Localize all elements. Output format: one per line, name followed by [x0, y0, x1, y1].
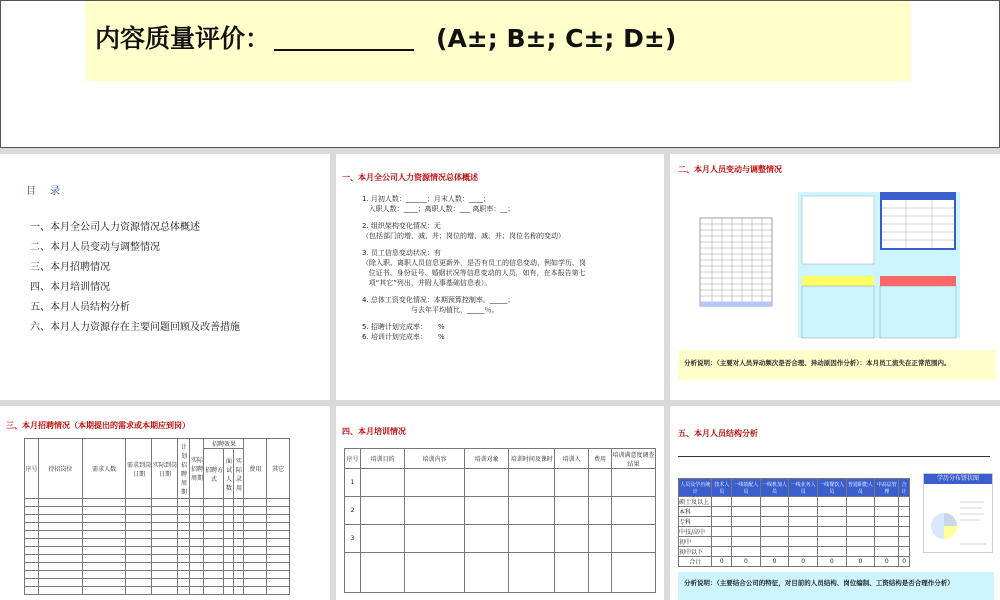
table-row	[679, 497, 910, 507]
recruit-col-header: 实际到岗日期	[152, 439, 178, 499]
changes-title: 二、本月人员变动与调整情况	[678, 165, 782, 174]
structure-col-header: 一线业务人员	[789, 479, 818, 497]
overview-line: （包括部门的增、减、并；岗位的增、减、并；岗位名称的变动）	[362, 232, 565, 240]
table-row	[25, 499, 290, 507]
recruit-col-header: 面试人数	[224, 449, 234, 499]
toc-item: 六、本月人力资源存在主要问题回顾及改善措施	[30, 322, 240, 333]
structure-row-label: 本科	[679, 507, 712, 517]
toc-slide	[0, 154, 330, 400]
structure-table	[678, 478, 910, 567]
table-row	[25, 531, 290, 539]
structure-col-header: 人员及学历统计	[679, 479, 712, 497]
structure-col-header: 普通职能人员	[846, 479, 875, 497]
overview-line	[362, 315, 652, 322]
overview-line	[362, 288, 652, 295]
recruit-col-header: 其它	[267, 439, 290, 499]
recruit-group-header: 招聘效果	[204, 439, 244, 449]
table-row	[25, 523, 290, 531]
toc-item: 三、本月招聘情况	[30, 262, 110, 273]
structure-col-header: 一线机加人员	[760, 479, 789, 497]
table-row	[25, 571, 290, 579]
pie-leader-lines	[960, 502, 986, 544]
mini-yellow-header	[802, 276, 874, 286]
overview-line: 2. 组织架构变化情况：无	[362, 222, 441, 230]
structure-total-value: 0	[732, 557, 761, 567]
table-row-total	[679, 557, 910, 567]
structure-total-value: 0	[846, 557, 875, 567]
overview-line: 与去年平均值比，_____％。	[362, 306, 499, 314]
recruit-table	[24, 438, 290, 595]
pie-chart	[924, 484, 994, 554]
overview-slide	[336, 154, 664, 400]
quality-label: 内容质量评价：	[95, 24, 271, 53]
recruit-col-header: 需求人数	[82, 439, 126, 499]
structure-total-value: 0	[817, 557, 846, 567]
toc-item: 二、本月人员变动与调整情况	[30, 242, 160, 253]
table-row	[679, 527, 910, 537]
overview-line: （除入职、离职人员信息更新外，是否有员工的信息变动，例如学历、岗	[362, 259, 586, 267]
overview-line: 6. 培训计划完成率： %	[362, 333, 445, 341]
changes-slide	[670, 154, 1000, 400]
training-col-header: 培训人	[555, 449, 589, 469]
recruit-col-header: 招聘方式	[204, 449, 224, 499]
training-col-header: 培训内容	[405, 449, 465, 469]
structure-row-label: 专科	[679, 517, 712, 527]
table-row	[345, 497, 656, 525]
pie-chart-box	[923, 473, 993, 553]
training-row-number: 1	[345, 469, 361, 497]
toc-item: 四、本月培训情况	[30, 282, 110, 293]
structure-summary-box	[678, 572, 994, 600]
grade-blank	[274, 29, 414, 51]
structure-total-value: 0	[899, 557, 910, 567]
table-row	[679, 517, 910, 527]
recruit-col-header: 实际招聘周期	[190, 439, 204, 499]
quality-title	[95, 19, 676, 55]
training-col-header: 序号	[345, 449, 361, 469]
mini-panel	[802, 196, 874, 264]
training-table	[344, 448, 656, 593]
recruit-col-header: 费用	[244, 439, 267, 499]
table-row	[25, 587, 290, 595]
training-col-header: 培训目的	[361, 449, 405, 469]
recruit-col-header: 待招岗位	[39, 439, 83, 499]
overview-text	[362, 194, 652, 342]
structure-col-header: 一线餐饮人员	[817, 479, 846, 497]
changes-summary-box	[678, 350, 996, 380]
overview-line: 入职人数：____；离职人数：___ 离职率：__；	[362, 205, 515, 213]
structure-col-header: 中高层管理	[875, 479, 899, 497]
overview-line: 位证书、身份证号、婚姻状况等信息变动的人员，如有，在本报告第七	[362, 269, 586, 277]
structure-summary: 分析说明：（主要结合公司的特征，对目前的人员结构、岗位编制、工资结构是否合理作分析）	[684, 579, 954, 587]
training-row-number: 2	[345, 497, 361, 525]
cover-banner	[85, 1, 911, 81]
changes-summary: 分析说明：（主要对人员异动频次是否合理、异动原因作分析）：本月员工流失在正常范围内。	[684, 359, 951, 367]
structure-total-value: 0	[789, 557, 818, 567]
structure-row-label: 初中	[679, 537, 712, 547]
recruit-col-header: 序号	[25, 439, 39, 499]
recruit-col-header: 需求到岗日期	[126, 439, 152, 499]
training-col-header: 培训对象	[465, 449, 509, 469]
structure-col-header: 技术人员	[712, 479, 732, 497]
overview-line: 1. 月初人数：______；月末人数：____；	[362, 195, 490, 203]
recruit-title: 三、本月招聘情况（本期提出的需求或本期应到岗）	[6, 421, 190, 430]
toc-item: 五、本月人员结构分析	[30, 302, 130, 313]
structure-row-label: 中技/高中	[679, 527, 712, 537]
overview-line: 3. 员工信息变动状况：有	[362, 249, 441, 257]
toc-list	[30, 218, 240, 338]
toc-heading: 目 录	[26, 186, 62, 197]
recruit-slide	[0, 406, 330, 600]
structure-total-value: 0	[712, 557, 732, 567]
training-col-header: 培训时间及课时	[509, 449, 555, 469]
structure-total-label: 合计	[679, 557, 712, 567]
pie-slice	[944, 513, 957, 526]
mini-table-total	[700, 302, 772, 306]
table-row	[679, 507, 910, 517]
training-title: 四、本月培训情况	[342, 427, 406, 436]
overview-line: 项“其它”列出，并附人事基础信息表）。	[362, 279, 492, 287]
structure-divider	[678, 456, 990, 457]
recruit-col-header: 实际录用	[234, 449, 244, 499]
table-row	[679, 547, 910, 557]
structure-row-label: 初中以下	[679, 547, 712, 557]
structure-row-label: 硕士及以上	[679, 497, 712, 507]
mini-red-body	[880, 286, 956, 338]
table-row	[345, 469, 656, 497]
pie-title: 学历分布饼状图	[924, 474, 992, 484]
table-row	[345, 553, 656, 593]
structure-col-header: 合计	[899, 479, 910, 497]
overview-line	[362, 241, 652, 248]
table-row	[25, 579, 290, 587]
training-col-header: 培训满意度调查结果	[612, 449, 656, 469]
training-slide	[336, 406, 664, 600]
overview-line: 4. 总体工资变化情况：本期预算控制率。_____；	[362, 296, 515, 304]
pie-slice	[944, 526, 957, 539]
table-row	[25, 555, 290, 563]
structure-slide	[670, 406, 1000, 600]
cover-slide	[0, 0, 1000, 148]
overview-line	[362, 214, 652, 221]
table-row	[25, 563, 290, 571]
table-row	[345, 525, 656, 553]
training-col-header: 费用	[588, 449, 611, 469]
table-row	[679, 537, 910, 547]
overview-title: 一、本月全公司人力资源情况总体概述	[342, 173, 478, 182]
structure-col-header: 一线装配人员	[732, 479, 761, 497]
table-row	[25, 539, 290, 547]
toc-item: 一、本月全公司人力资源情况总体概述	[30, 222, 200, 233]
overview-line: 5. 招聘计划完成率： %	[362, 323, 445, 331]
mini-red-header	[880, 276, 956, 286]
table-row	[25, 507, 290, 515]
structure-total-value: 0	[760, 557, 789, 567]
grade-options: (A±; B±; C±; D±)	[436, 24, 677, 53]
training-row-number: 3	[345, 525, 361, 553]
structure-title: 五、本月人员结构分析	[678, 429, 758, 438]
mini-yellow-body	[802, 286, 874, 338]
mini-table	[700, 218, 772, 306]
table-row	[25, 515, 290, 523]
recruit-col-header: 计划招聘周期	[178, 439, 190, 499]
structure-total-value: 0	[875, 557, 899, 567]
table-row	[25, 547, 290, 555]
